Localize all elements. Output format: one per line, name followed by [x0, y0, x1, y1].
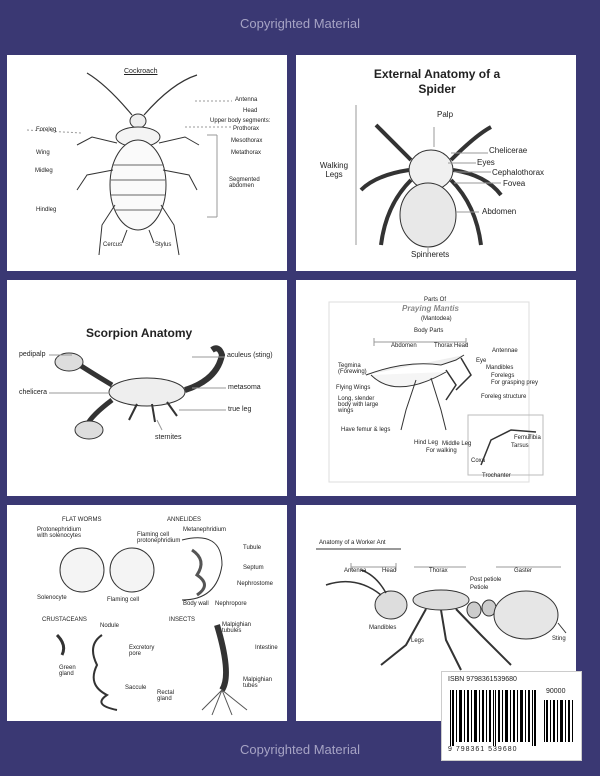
label-sternites: sternites [155, 434, 182, 441]
ant-title: Anatomy of a Worker Ant [319, 540, 386, 546]
label-a-head: Head [382, 568, 397, 574]
mantis-panel [296, 280, 576, 496]
label-nodule: Nodule [100, 623, 120, 629]
label-upper-segments: Upper body segments: [210, 118, 271, 124]
label-eyes: Eyes [477, 158, 495, 167]
label-mesothorax: Mesothorax [231, 138, 263, 144]
label-m-thorax: Thorax [434, 343, 453, 349]
label-antenna: Antenna [235, 97, 258, 103]
label-spinnerets: Spinnerets [411, 250, 450, 259]
label-m-femur: Femur [514, 435, 532, 441]
price-code: 90000 [546, 688, 566, 695]
label-m-abdomen: Abdomen [391, 343, 417, 349]
label-tubule: Tubule [243, 545, 262, 551]
label-true-leg: true leg [228, 406, 252, 413]
label-m-trochanter: Trochanter [482, 473, 511, 479]
label-a-legs: Legs [411, 638, 425, 644]
label-m-for-grasping: For grasping prey [491, 380, 539, 386]
scorpion-panel [7, 280, 287, 496]
cockroach-illustration [7, 55, 287, 271]
label-chelicerae: Chelicerae [489, 146, 528, 155]
label-excretory-pore: Excretory pore [129, 645, 155, 657]
label-foreleg: Foreleg [36, 127, 57, 133]
label-m-tibia: Tibia [528, 435, 541, 441]
label-nephropore: Nephropore [215, 601, 247, 607]
spider-panel [296, 55, 576, 271]
watermark-top: Copyrighted Material [240, 16, 360, 31]
label-m-antennae: Antennae [492, 348, 518, 354]
label-stylus: Stylus [155, 242, 172, 248]
label-segmented-abdomen: Segmented abdomen [229, 177, 260, 189]
label-aculeus: aculeus (sting) [227, 352, 273, 359]
label-chelicera: chelicera [19, 389, 48, 396]
label-green-gland: Green gland [59, 665, 76, 677]
label-protonephridium: Protonephridium with solenocytes [37, 527, 82, 539]
cockroach-panel [7, 55, 287, 271]
label-m-flying-wings: Flying Wings [336, 385, 371, 391]
mantis-title-small: Parts Of [424, 297, 447, 303]
label-m-have-femur: Have femur & legs [341, 427, 391, 433]
label-septum: Septum [243, 565, 264, 571]
label-m-forelegs: Forelegs [491, 373, 515, 379]
label-head: Head [243, 108, 258, 114]
label-solenocyte: Solenocyte [37, 595, 67, 601]
label-malpighian: Malpighian tubules [222, 622, 252, 634]
label-m-tegmina: Tegmina (Forewing) [338, 363, 367, 375]
label-cercus: Cercus [103, 242, 123, 248]
scorpion-title: Scorpion Anatomy [86, 326, 193, 340]
label-palp: Palp [437, 110, 454, 119]
label-m-eye: Eye [476, 358, 487, 364]
label-a-mandibles: Mandibles [369, 625, 397, 631]
label-fovea: Fovea [503, 179, 526, 188]
label-a-gaster: Gaster [514, 568, 533, 574]
isbn-text: ISBN 9798361539680 [448, 676, 517, 683]
label-a-antenna: Antenna [344, 568, 367, 574]
label-wing: Wing [36, 150, 50, 156]
label-m-head: Head [454, 343, 469, 349]
label-m-foreleg-structure: Foreleg structure [481, 394, 527, 400]
label-m-hind-leg: Hind Leg [414, 440, 439, 446]
label-body-parts: Body Parts [414, 328, 444, 334]
mantis-title: Praying Mantis [402, 304, 459, 313]
label-flaming-cell2: Flaming cell [107, 597, 140, 603]
label-intestine: Intestine [255, 645, 278, 651]
label-saccule: Saccule [125, 685, 147, 691]
label-body-wall: Body wall [183, 601, 209, 607]
label-cephalothorax: Cephalothorax [492, 168, 545, 177]
invertebrates-panel [7, 505, 287, 721]
barcode-digits: 9 798361 539680 [448, 746, 518, 753]
watermark-bottom: Copyrighted Material [240, 742, 360, 757]
mantis-subtitle: (Mantodea) [421, 316, 452, 322]
label-a-petiole: Petiole [470, 585, 489, 591]
heading-annelides: ANNELIDES [167, 517, 202, 523]
label-prothorax: Prothorax [233, 126, 260, 132]
label-pedipalp: pedipalp [19, 351, 46, 358]
label-m-tarsus: Tarsus [511, 443, 529, 449]
label-rectal-gland: Rectal gland [157, 690, 175, 702]
heading-insects: INSECTS [169, 617, 196, 623]
label-flaming-cell: Flaming cell protonephridium [137, 532, 181, 544]
label-m-middle-leg: Middle Leg [442, 441, 472, 447]
label-m-long-slender: Long, slender body with large wings [338, 396, 379, 414]
label-metathorax: Metathorax [231, 150, 262, 156]
label-m-for-walking: For walking [426, 448, 457, 454]
heading-flat-worms: FLAT WORMS [62, 517, 102, 523]
label-a-sting: Sting [552, 636, 566, 642]
label-m-mandibles: Mandibles [486, 365, 514, 371]
label-malpighian2: Malpighian tubes [243, 677, 273, 689]
isbn-barcode [441, 671, 582, 761]
heading-crustaceans: CRUSTACEANS [42, 617, 87, 623]
label-walking-legs: Walking Legs [319, 161, 349, 179]
label-nephrostome: Nephrostome [237, 581, 274, 587]
label-midleg: Midleg [35, 168, 53, 174]
label-a-post-petiole: Post petiole [470, 577, 502, 583]
label-metasoma: metasoma [228, 384, 261, 391]
label-a-thorax: Thorax [429, 568, 448, 574]
spider-title: External Anatomy of a Spider [373, 67, 501, 96]
label-metanephridium: Metanephridium [183, 527, 227, 533]
label-abdomen: Abdomen [482, 207, 517, 216]
cockroach-title: Cockroach [124, 68, 158, 75]
label-hindleg: Hindleg [36, 207, 57, 213]
label-m-coxa: Coxa [471, 458, 486, 464]
